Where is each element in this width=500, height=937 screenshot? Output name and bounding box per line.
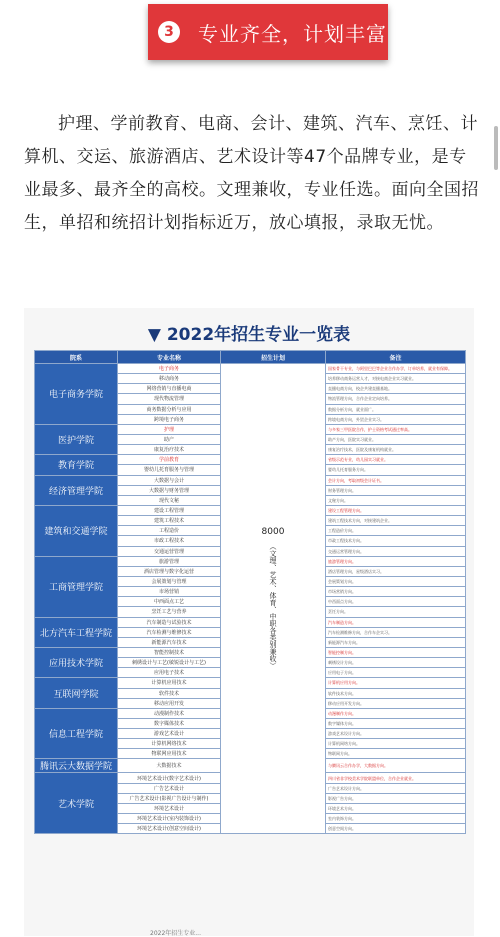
major-cell: 网络营销与直播电商: [118, 384, 221, 394]
major-cell: 旅游管理: [118, 556, 221, 566]
major-cell: 中西面点工艺: [118, 597, 221, 607]
major-cell: 工程造价: [118, 526, 221, 536]
note-cell: 软件技术方向。: [326, 688, 466, 698]
note-cell: 会展策划方向。: [326, 576, 466, 586]
major-cell: 汽车检测与维修技术: [118, 627, 221, 637]
note-cell: 跨境电商方向，外贸企业实习。: [326, 414, 466, 424]
note-cell: 与多家三甲医院合作，护士资格考试通过率高。: [326, 424, 466, 434]
note-cell: 游戏艺术设计方向。: [326, 729, 466, 739]
college-cell: 腾讯云大数据学院: [35, 759, 118, 773]
note-cell: 计算机应用方向。: [326, 678, 466, 688]
note-cell: 数据分析方向，就业面广。: [326, 404, 466, 414]
major-cell: 动漫制作技术: [118, 708, 221, 718]
major-cell: 商务数据分析与应用: [118, 404, 221, 414]
enrollment-table: [34, 350, 466, 834]
major-cell: 大数据技术: [118, 759, 221, 773]
plan-note: （文理、艺术、体育、中职各类别兼收）: [269, 542, 277, 669]
note-cell: 酒店管理方向，星级酒店实习。: [326, 566, 466, 576]
note-cell: 汽车制造方向。: [326, 617, 466, 627]
note-cell: 文秘方向。: [326, 495, 466, 505]
note-cell: 会计方向，考取初级会计证书。: [326, 475, 466, 485]
note-cell: 四川省非学校美术学院联盟单位，合作企业就业。: [326, 773, 466, 783]
note-cell: 婴幼儿托育服务方向。: [326, 465, 466, 475]
note-cell: 工程造价方向。: [326, 526, 466, 536]
college-cell: 艺术学院: [35, 773, 118, 834]
major-cell: 环境艺术设计(数字艺术设计): [118, 773, 221, 783]
college-cell: 经济管理学院: [35, 475, 118, 505]
note-cell: 新能源汽车方向。: [326, 637, 466, 647]
college-cell: 医护学院: [35, 424, 118, 454]
major-cell: 跨境电子商务: [118, 414, 221, 424]
note-cell: 助产方向，医院实习就业。: [326, 434, 466, 444]
major-cell: 应用电子技术: [118, 668, 221, 678]
major-cell: 现代文秘: [118, 495, 221, 505]
major-cell: 建筑工程技术: [118, 516, 221, 526]
note-cell: 动漫制作方向。: [326, 708, 466, 718]
note-cell: 应用电子方向。: [326, 668, 466, 678]
note-cell: 刺绣设计方向。: [326, 658, 466, 668]
note-cell: 计算机网络方向。: [326, 739, 466, 749]
college-cell: 应用技术学院: [35, 647, 118, 677]
major-cell: 市政工程技术: [118, 536, 221, 546]
note-cell: 室内装饰方向。: [326, 814, 466, 824]
major-cell: 婴幼儿托育服务与管理: [118, 465, 221, 475]
major-cell: 移动应用开发: [118, 698, 221, 708]
major-cell: 康复治疗技术: [118, 445, 221, 455]
major-cell: 市场营销: [118, 587, 221, 597]
plan-cell: [221, 364, 326, 834]
major-cell: 会展策划与管理: [118, 576, 221, 586]
note-cell: 汽车检测维修方向，合作车企实习。: [326, 627, 466, 637]
major-cell: 数字媒体技术: [118, 718, 221, 728]
major-cell: 计算机应用技术: [118, 678, 221, 688]
header-college: 院系: [35, 351, 118, 364]
major-cell: 学前教育: [118, 455, 221, 465]
section-title: 专业齐全，计划丰富: [198, 21, 387, 46]
header-plan: 招生计划: [221, 351, 326, 364]
major-cell: 软件技术: [118, 688, 221, 698]
note-cell: 财务管理方向。: [326, 485, 466, 495]
major-cell: 广告艺术设计: [118, 783, 221, 793]
intro-paragraph: 护理、学前教育、电商、会计、建筑、汽车、烹饪、计算机、交运、旅游酒店、艺术设计等47个品牌专业，是专业最多、最齐全的高校。文理兼收，专业任选。面向全国招生，单招和统招计划指标近万，放心填报，录取无忧。: [24, 114, 479, 233]
table-body: [35, 364, 466, 834]
college-cell: 工商管理学院: [35, 556, 118, 617]
note-cell: 旅游管理方向。: [326, 556, 466, 566]
major-cell: 现代物流管理: [118, 394, 221, 404]
major-cell: 大数据与财务管理: [118, 485, 221, 495]
note-cell: 康复治疗技术，医院及康复机构就业。: [326, 445, 466, 455]
note-cell: 智能控制方向。: [326, 647, 466, 657]
major-cell: 物联网应用技术: [118, 749, 221, 759]
note-cell: 建设工程管理方向。: [326, 505, 466, 515]
major-cell: 电子商务: [118, 364, 221, 374]
major-cell: 环境艺术设计(室内装饰设计): [118, 814, 221, 824]
note-cell: 影视广告方向。: [326, 793, 466, 803]
note-cell: 市政工程技术方向。: [326, 536, 466, 546]
college-cell: 北方汽车工程学院: [35, 617, 118, 647]
section-number: 3: [158, 21, 180, 43]
note-cell: 直播电商方向，校企共建直播基地。: [326, 384, 466, 394]
note-cell: 环境艺术方向。: [326, 803, 466, 813]
note-cell: 建筑工程技术方向，对接建筑企业。: [326, 516, 466, 526]
scrollbar[interactable]: [494, 126, 498, 170]
note-cell: 省级示范专业，幼儿园实习就业。: [326, 455, 466, 465]
college-cell: 互联网学院: [35, 678, 118, 708]
note-cell: 交通运营管理方向。: [326, 546, 466, 556]
note-cell: 市场营销方向。: [326, 587, 466, 597]
major-cell: 汽车制造与试验技术: [118, 617, 221, 627]
note-cell: 培养移动商务运营人才，对接电商企业实习就业。: [326, 374, 466, 384]
major-cell: 广告艺术设计(影视广告设计与制作): [118, 793, 221, 803]
major-cell: 助产: [118, 434, 221, 444]
major-cell: 交通运营管理: [118, 546, 221, 556]
college-cell: 教育学院: [35, 455, 118, 475]
header-major: 专业名称: [118, 351, 221, 364]
note-cell: 创意空间方向。: [326, 824, 466, 834]
note-cell: 数字媒体方向。: [326, 718, 466, 728]
table-title: ▼ 2022年招生专业一览表: [147, 325, 351, 345]
major-cell: 大数据与会计: [118, 475, 221, 485]
major-cell: 烹饪工艺与营养: [118, 607, 221, 617]
college-cell: 电子商务学院: [35, 364, 118, 425]
table-row: [35, 364, 466, 374]
note-cell: 移动应用开发方向。: [326, 698, 466, 708]
major-cell: 智能控制技术: [118, 647, 221, 657]
major-cell: 新能源汽车技术: [118, 637, 221, 647]
major-cell: 刺绣设计与工艺(敏锐设计与工艺): [118, 658, 221, 668]
table-header-row: [35, 351, 466, 364]
major-cell: 环境艺术设计: [118, 803, 221, 813]
plan-total: 8000: [261, 526, 285, 537]
note-cell: 中西面点方向。: [326, 597, 466, 607]
major-cell: 计算机网络技术: [118, 739, 221, 749]
major-cell: 移动商务: [118, 374, 221, 384]
enrollment-table-image: [24, 308, 474, 936]
major-cell: 环境艺术设计(创意空间设计): [118, 824, 221, 834]
note-cell: 烹饪方向。: [326, 607, 466, 617]
note-cell: 物联网方向。: [326, 749, 466, 759]
note-cell: 广告艺术设计方向。: [326, 783, 466, 793]
college-cell: 建筑和交通学院: [35, 505, 118, 556]
college-cell: 信息工程学院: [35, 708, 118, 759]
major-cell: 护理: [118, 424, 221, 434]
note-cell: 与腾讯云合作办学，大数据方向。: [326, 759, 466, 773]
section-banner: [148, 4, 388, 60]
note-cell: 国家骨干专业，与阿里巴巴等企业合作办学，订单培养，就业有保障。: [326, 364, 466, 374]
major-cell: 建设工程管理: [118, 505, 221, 515]
major-cell: 游戏艺术设计: [118, 729, 221, 739]
table-footer: 2022年招生专业...: [150, 930, 201, 937]
major-cell: 酒店管理与数字化运营: [118, 566, 221, 576]
note-cell: 物流管理方向，合作企业定向培养。: [326, 394, 466, 404]
header-note: 备注: [326, 351, 466, 364]
